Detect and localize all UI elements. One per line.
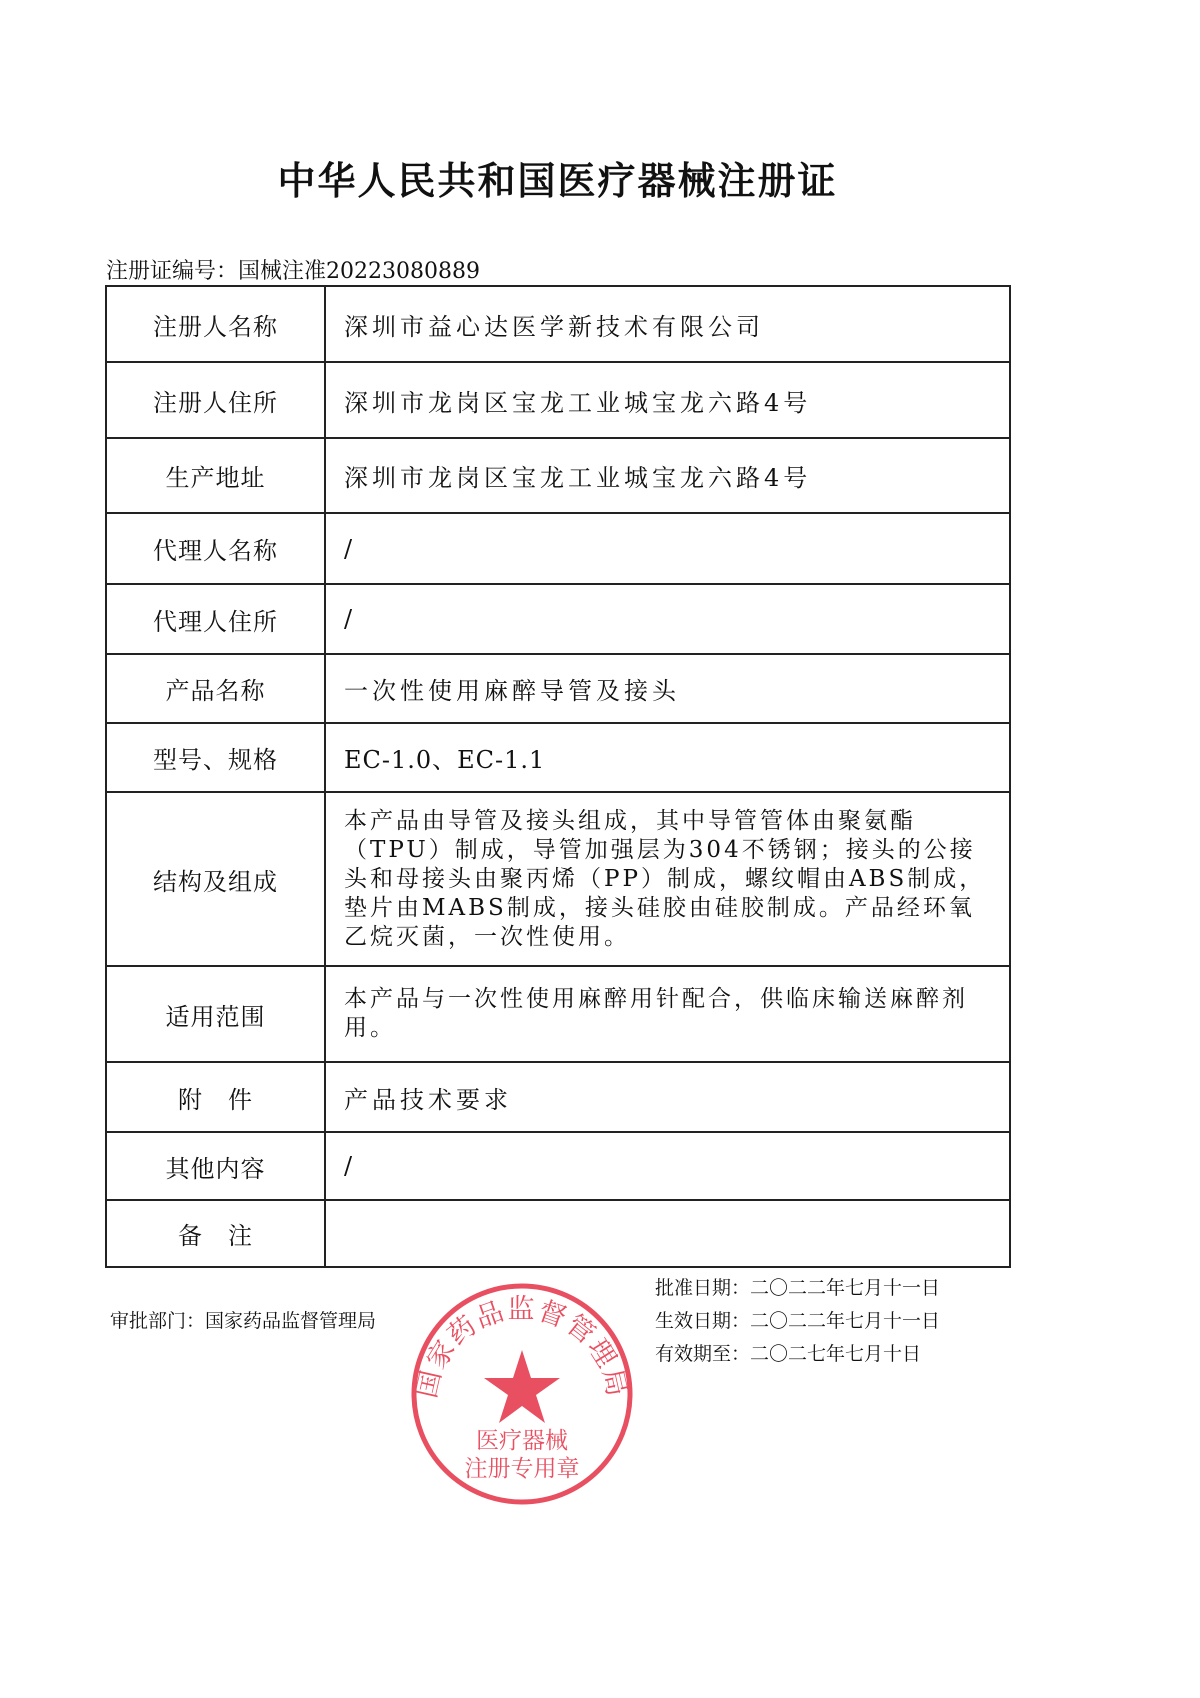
table-row [106, 1200, 1010, 1267]
certificate-table [105, 285, 1011, 1268]
expiry-date: 有效期至：二〇二七年七月十日 [655, 1343, 922, 1365]
row-label: 生产地址 [106, 438, 325, 513]
table-row [106, 286, 1010, 362]
row-label: 结构及组成 [106, 792, 325, 966]
row-value [325, 1200, 1010, 1267]
table-row [106, 438, 1010, 513]
row-value: 本产品由导管及接头组成，其中导管管体由聚氨酯（TPU）制成，导管加强层为304不锈钢；接头的公接头和母接头由聚丙烯（PP）制成，螺纹帽由ABS制成，垫片由MABS制成，接头硅胶由硅胶制成。产品经环氧乙烷灭菌，一次性使用。 [325, 792, 1010, 966]
registration-number: 注册证编号：国械注准20223080889 [106, 259, 480, 284]
effective-date: 生效日期：二〇二二年七月十一日 [655, 1310, 941, 1332]
seal-outer-text: 国家药品监督管理局 [411, 1294, 633, 1401]
approval-date: 批准日期：二〇二二年七月十一日 [655, 1277, 941, 1299]
row-value: EC-1.0、EC-1.1 [325, 723, 1010, 792]
row-label: 注册人名称 [106, 286, 325, 362]
approval-department: 审批部门：国家药品监督管理局 [110, 1310, 377, 1332]
table-row [106, 723, 1010, 792]
table-row [106, 1132, 1010, 1200]
table-row [106, 1062, 1010, 1132]
star-icon [484, 1350, 560, 1423]
seal-inner-text-2: 注册专用章 [464, 1456, 580, 1482]
table-row [106, 966, 1010, 1062]
official-seal [408, 1280, 636, 1508]
row-label: 附 件 [106, 1062, 325, 1132]
row-label: 代理人住所 [106, 584, 325, 654]
row-value: 深圳市龙岗区宝龙工业城宝龙六路4号 [325, 438, 1010, 513]
row-value: / [325, 584, 1010, 654]
seal-inner-text-1: 医疗器械 [476, 1428, 568, 1454]
row-label: 适用范围 [106, 966, 325, 1062]
row-value: 深圳市龙岗区宝龙工业城宝龙六路4号 [325, 362, 1010, 438]
row-label: 代理人名称 [106, 513, 325, 584]
table-row [106, 792, 1010, 966]
table-row [106, 362, 1010, 438]
row-label: 型号、规格 [106, 723, 325, 792]
table-row [106, 584, 1010, 654]
row-label: 注册人住所 [106, 362, 325, 438]
table-row [106, 513, 1010, 584]
row-value: 深圳市益心达医学新技术有限公司 [325, 286, 1010, 362]
row-label: 其他内容 [106, 1132, 325, 1200]
table-row [106, 654, 1010, 723]
row-value: / [325, 513, 1010, 584]
document-title: 中华人民共和国医疗器械注册证 [277, 159, 838, 203]
row-value: 一次性使用麻醉导管及接头 [325, 654, 1010, 723]
row-value: / [325, 1132, 1010, 1200]
row-label: 备 注 [106, 1200, 325, 1267]
row-label: 产品名称 [106, 654, 325, 723]
row-value: 产品技术要求 [325, 1062, 1010, 1132]
row-value: 本产品与一次性使用麻醉用针配合，供临床输送麻醉剂用。 [325, 966, 1010, 1062]
